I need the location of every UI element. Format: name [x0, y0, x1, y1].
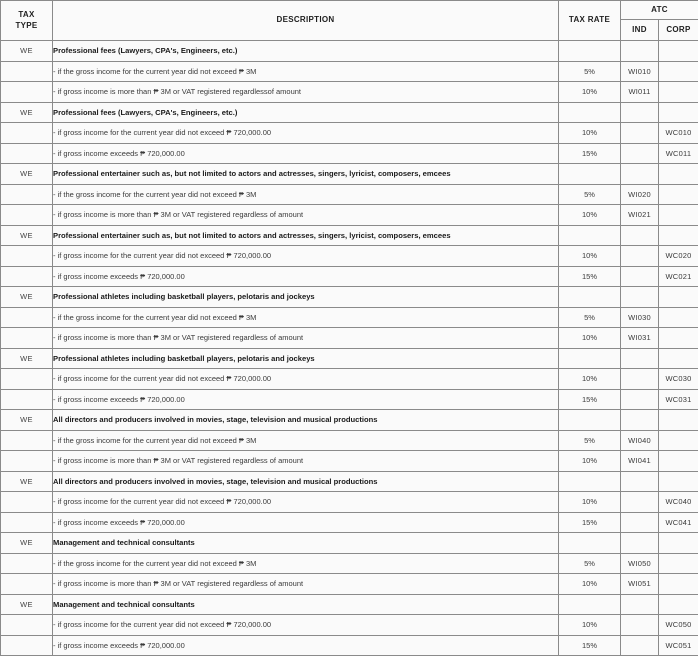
cell-atc-corp [659, 348, 698, 369]
table-header [1, 1, 698, 41]
cell-atc-ind [621, 512, 659, 533]
cell-atc-corp: WC031 [659, 389, 698, 410]
cell-tax-rate: 15% [559, 266, 621, 287]
cell-atc-ind: WI021 [621, 205, 659, 226]
table-row [1, 369, 698, 390]
cell-description: Professional fees (Lawyers, CPA's, Engineers, etc.) [53, 41, 559, 62]
cell-tax-rate: 10% [559, 451, 621, 472]
cell-tax-type: WE [1, 287, 53, 308]
cell-description: - if the gross income for the current year did not exceed ₱ 3M [53, 430, 559, 451]
cell-tax-type: WE [1, 225, 53, 246]
cell-description: - if gross income for the current year did not exceed ₱ 720,000.00 [53, 369, 559, 390]
table-row [1, 492, 698, 513]
cell-tax-type: WE [1, 102, 53, 123]
cell-description: Professional entertainer such as, but not limited to actors and actresses, singers, lyricist, composers, emcees [53, 164, 559, 185]
column-header-tax-rate: TAX RATE [559, 1, 621, 41]
cell-atc-ind [621, 410, 659, 431]
table-row [1, 184, 698, 205]
cell-atc-ind: WI030 [621, 307, 659, 328]
cell-description: - if the gross income for the current year did not exceed ₱ 3M [53, 61, 559, 82]
cell-atc-corp [659, 61, 698, 82]
cell-description: All directors and producers involved in movies, stage, television and musical productions [53, 471, 559, 492]
cell-atc-corp: WC020 [659, 246, 698, 267]
cell-tax-rate: 15% [559, 512, 621, 533]
cell-tax-rate: 15% [559, 635, 621, 656]
header-row-primary [1, 1, 698, 20]
table-row [1, 389, 698, 410]
table-row [1, 533, 698, 554]
cell-atc-corp [659, 553, 698, 574]
cell-tax-type [1, 82, 53, 103]
cell-description: Professional athletes including basketball players, pelotaris and jockeys [53, 348, 559, 369]
column-header-atc: ATC [621, 1, 698, 20]
cell-tax-type [1, 451, 53, 472]
cell-description: - if gross income is more than ₱ 3M or VAT registered regardless of amount [53, 328, 559, 349]
cell-description: - if gross income is more than ₱ 3M or VAT registered regardlessof amount [53, 82, 559, 103]
cell-atc-corp: WC041 [659, 512, 698, 533]
cell-description: - if gross income for the current year did not exceed ₱ 720,000.00 [53, 492, 559, 513]
cell-tax-rate [559, 164, 621, 185]
cell-tax-rate: 10% [559, 328, 621, 349]
cell-atc-ind: WI050 [621, 553, 659, 574]
table-row [1, 553, 698, 574]
cell-atc-ind: WI011 [621, 82, 659, 103]
cell-tax-rate: 10% [559, 615, 621, 636]
cell-atc-corp [659, 205, 698, 226]
cell-tax-type: WE [1, 410, 53, 431]
cell-atc-ind [621, 369, 659, 390]
cell-description: - if gross income for the current year did not exceed ₱ 720,000.00 [53, 246, 559, 267]
cell-atc-corp [659, 184, 698, 205]
cell-atc-ind [621, 471, 659, 492]
cell-description: All directors and producers involved in movies, stage, television and musical productions [53, 410, 559, 431]
cell-tax-type [1, 184, 53, 205]
column-header-tax-type-line1: TAX [18, 9, 35, 19]
cell-tax-rate [559, 41, 621, 62]
cell-atc-ind [621, 594, 659, 615]
table-row [1, 102, 698, 123]
cell-tax-rate: 5% [559, 553, 621, 574]
cell-tax-type [1, 389, 53, 410]
column-header-tax-type [1, 1, 53, 41]
cell-atc-corp [659, 430, 698, 451]
table-row [1, 225, 698, 246]
cell-tax-rate: 5% [559, 61, 621, 82]
cell-description: - if gross income exceeds ₱ 720,000.00 [53, 635, 559, 656]
cell-atc-corp [659, 594, 698, 615]
cell-description: - if gross income exceeds ₱ 720,000.00 [53, 512, 559, 533]
cell-atc-corp: WC010 [659, 123, 698, 144]
cell-tax-rate: 5% [559, 184, 621, 205]
cell-description: - if gross income for the current year did not exceed ₱ 720,000.00 [53, 615, 559, 636]
table-row [1, 574, 698, 595]
cell-tax-type [1, 553, 53, 574]
cell-tax-type [1, 328, 53, 349]
cell-tax-rate [559, 410, 621, 431]
cell-tax-rate [559, 225, 621, 246]
cell-atc-corp [659, 574, 698, 595]
cell-tax-type [1, 512, 53, 533]
table-row [1, 246, 698, 267]
cell-atc-corp [659, 164, 698, 185]
table-row [1, 123, 698, 144]
cell-tax-type [1, 246, 53, 267]
cell-description: Professional entertainer such as, but not limited to actors and actresses, singers, lyricist, composers, emcees [53, 225, 559, 246]
cell-atc-ind [621, 41, 659, 62]
table-row [1, 143, 698, 164]
cell-description: Management and technical consultants [53, 594, 559, 615]
cell-atc-corp [659, 328, 698, 349]
table-row [1, 41, 698, 62]
cell-tax-rate: 15% [559, 143, 621, 164]
cell-atc-ind: WI031 [621, 328, 659, 349]
cell-tax-type [1, 307, 53, 328]
table-row [1, 615, 698, 636]
cell-tax-rate [559, 287, 621, 308]
column-header-description: DESCRIPTION [53, 1, 559, 41]
cell-atc-ind [621, 348, 659, 369]
cell-tax-type [1, 615, 53, 636]
cell-tax-rate [559, 102, 621, 123]
cell-tax-type: WE [1, 533, 53, 554]
table-row [1, 205, 698, 226]
cell-atc-corp [659, 533, 698, 554]
cell-tax-type: WE [1, 348, 53, 369]
cell-tax-rate: 10% [559, 574, 621, 595]
cell-atc-ind [621, 615, 659, 636]
table-row [1, 410, 698, 431]
cell-description: - if gross income is more than ₱ 3M or VAT registered regardless of amount [53, 205, 559, 226]
table-row [1, 164, 698, 185]
table-row [1, 471, 698, 492]
cell-atc-ind: WI040 [621, 430, 659, 451]
cell-tax-rate: 10% [559, 246, 621, 267]
cell-atc-ind [621, 102, 659, 123]
column-header-atc-ind: IND [621, 20, 659, 41]
cell-atc-ind [621, 164, 659, 185]
cell-tax-type [1, 266, 53, 287]
cell-atc-corp [659, 410, 698, 431]
cell-tax-type [1, 143, 53, 164]
cell-description: - if gross income is more than ₱ 3M or VAT registered regardless of amount [53, 574, 559, 595]
cell-atc-ind: WI041 [621, 451, 659, 472]
cell-atc-ind: WI020 [621, 184, 659, 205]
cell-description: - if gross income exceeds ₱ 720,000.00 [53, 143, 559, 164]
cell-tax-type: WE [1, 41, 53, 62]
table-row [1, 328, 698, 349]
table-row [1, 635, 698, 656]
cell-atc-corp [659, 287, 698, 308]
cell-description: Management and technical consultants [53, 533, 559, 554]
cell-tax-rate [559, 348, 621, 369]
cell-atc-corp [659, 451, 698, 472]
cell-atc-corp [659, 102, 698, 123]
cell-atc-ind [621, 266, 659, 287]
cell-tax-type [1, 430, 53, 451]
table-row [1, 348, 698, 369]
cell-atc-corp: WC040 [659, 492, 698, 513]
table-row [1, 61, 698, 82]
cell-atc-ind: WI010 [621, 61, 659, 82]
cell-atc-ind [621, 287, 659, 308]
cell-tax-type [1, 574, 53, 595]
cell-tax-rate: 5% [559, 430, 621, 451]
cell-atc-ind [621, 123, 659, 144]
cell-description: - if gross income is more than ₱ 3M or VAT registered regardless of amount [53, 451, 559, 472]
cell-description: - if gross income exceeds ₱ 720,000.00 [53, 389, 559, 410]
table-row [1, 82, 698, 103]
cell-atc-ind [621, 492, 659, 513]
cell-atc-corp [659, 225, 698, 246]
cell-atc-ind: WI051 [621, 574, 659, 595]
cell-atc-corp [659, 82, 698, 103]
cell-tax-rate: 15% [559, 389, 621, 410]
cell-tax-rate [559, 533, 621, 554]
cell-description: - if the gross income for the current year did not exceed ₱ 3M [53, 307, 559, 328]
cell-tax-rate [559, 471, 621, 492]
cell-tax-type [1, 635, 53, 656]
cell-atc-ind [621, 635, 659, 656]
cell-tax-type [1, 492, 53, 513]
column-header-tax-type-line2: TYPE [15, 20, 38, 30]
cell-atc-ind [621, 533, 659, 554]
cell-atc-corp [659, 307, 698, 328]
table-row [1, 512, 698, 533]
cell-tax-rate: 5% [559, 307, 621, 328]
column-header-atc-corp: CORP [659, 20, 698, 41]
cell-tax-rate [559, 594, 621, 615]
cell-tax-type: WE [1, 471, 53, 492]
cell-description: Professional athletes including basketball players, pelotaris and jockeys [53, 287, 559, 308]
cell-atc-corp: WC011 [659, 143, 698, 164]
cell-tax-rate: 10% [559, 492, 621, 513]
cell-atc-ind [621, 143, 659, 164]
table-row [1, 594, 698, 615]
cell-atc-ind [621, 225, 659, 246]
cell-atc-corp: WC050 [659, 615, 698, 636]
cell-description: - if gross income for the current year did not exceed ₱ 720,000.00 [53, 123, 559, 144]
cell-atc-ind [621, 389, 659, 410]
cell-description: - if gross income exceeds ₱ 720,000.00 [53, 266, 559, 287]
table-body [1, 41, 698, 656]
cell-description: Professional fees (Lawyers, CPA's, Engineers, etc.) [53, 102, 559, 123]
table-row [1, 266, 698, 287]
cell-atc-ind [621, 246, 659, 267]
cell-description: - if the gross income for the current year did not exceed ₱ 3M [53, 553, 559, 574]
cell-description: - if the gross income for the current year did not exceed ₱ 3M [53, 184, 559, 205]
cell-tax-rate: 10% [559, 205, 621, 226]
cell-atc-corp [659, 471, 698, 492]
cell-tax-rate: 10% [559, 369, 621, 390]
cell-atc-corp: WC051 [659, 635, 698, 656]
table-row [1, 307, 698, 328]
table-row [1, 430, 698, 451]
cell-tax-type [1, 61, 53, 82]
cell-atc-corp [659, 41, 698, 62]
table-row [1, 287, 698, 308]
cell-atc-corp: WC030 [659, 369, 698, 390]
cell-atc-corp: WC021 [659, 266, 698, 287]
cell-tax-type [1, 205, 53, 226]
cell-tax-type: WE [1, 164, 53, 185]
cell-tax-rate: 10% [559, 82, 621, 103]
table-row [1, 451, 698, 472]
cell-tax-type [1, 123, 53, 144]
cell-tax-rate: 10% [559, 123, 621, 144]
cell-tax-type: WE [1, 594, 53, 615]
cell-tax-type [1, 369, 53, 390]
